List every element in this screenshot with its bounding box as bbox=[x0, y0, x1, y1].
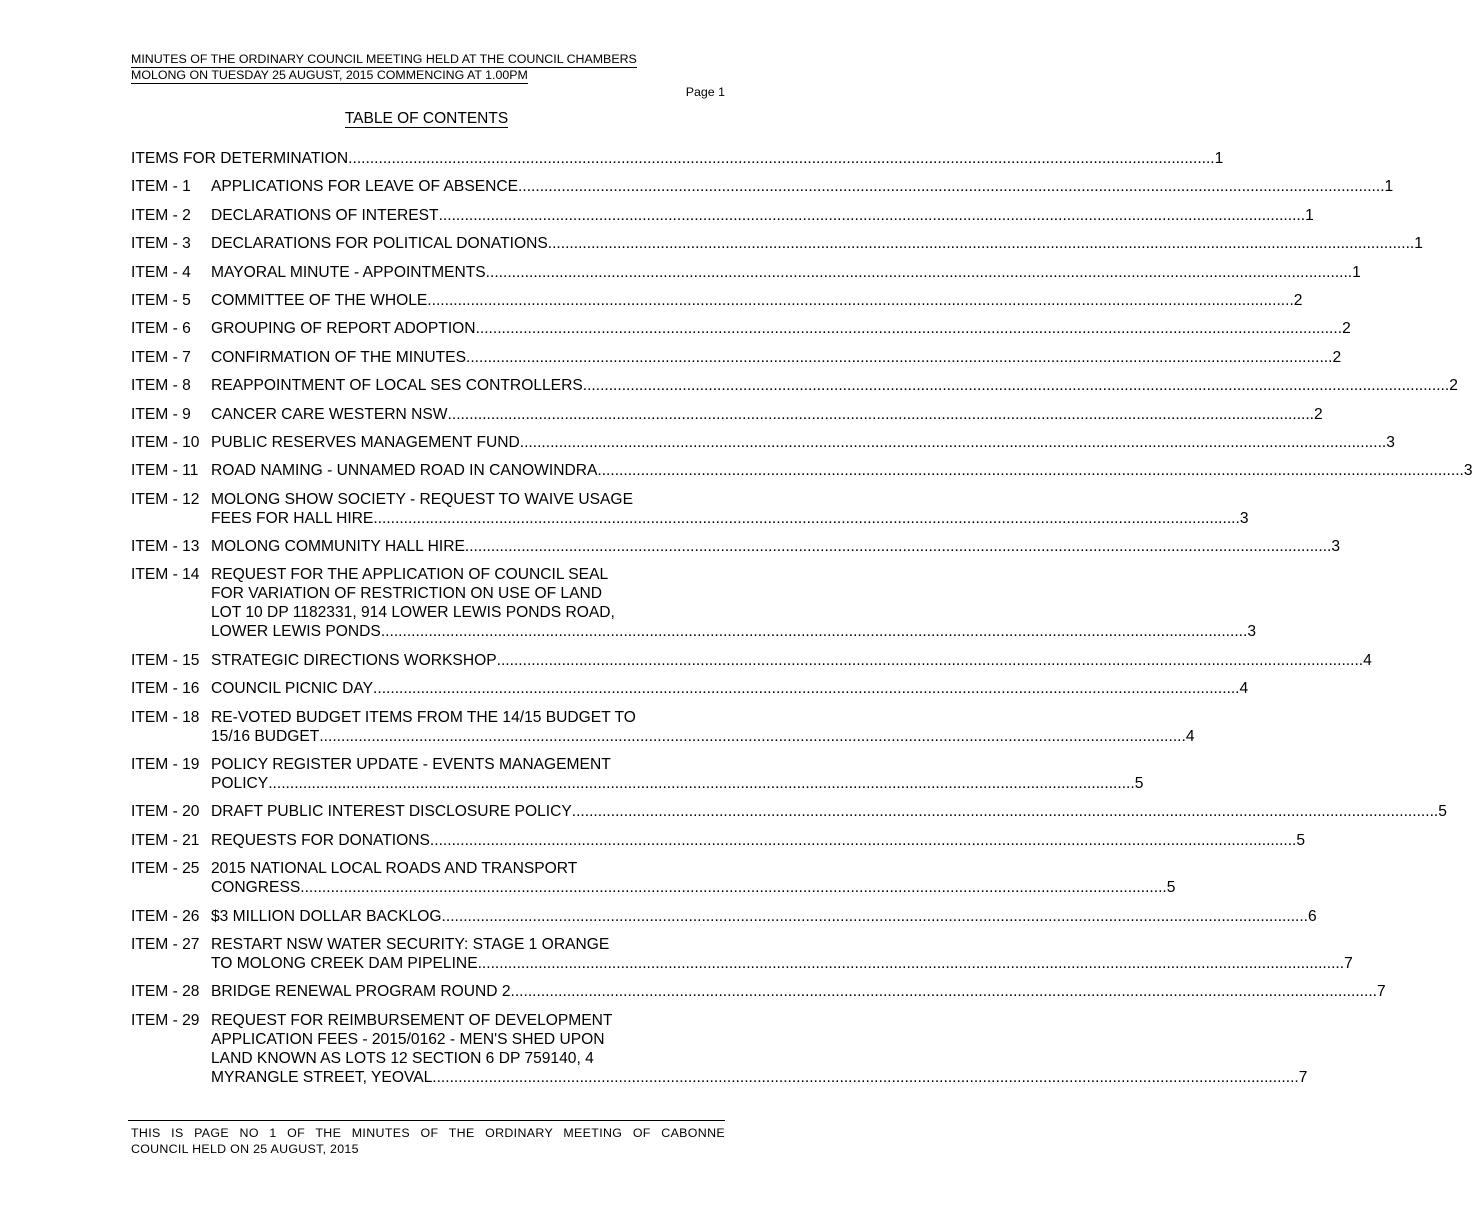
toc-title-text: REQUEST FOR THE APPLICATION OF COUNCIL SEAL bbox=[211, 566, 609, 584]
toc-title-text: CONFIRMATION OF THE MINUTES bbox=[211, 348, 466, 366]
toc-title-line bbox=[211, 982, 1386, 1001]
footer-line-2: COUNCIL HELD ON 25 AUGUST, 2015 bbox=[131, 1141, 359, 1156]
toc-title-line bbox=[211, 291, 1302, 310]
toc-title-line bbox=[211, 263, 1361, 282]
toc-item-number: ITEM - 25 bbox=[131, 860, 200, 878]
toc-item-number: ITEM - 18 bbox=[131, 708, 200, 726]
toc-item-title bbox=[211, 348, 1341, 367]
toc-item-title bbox=[211, 982, 1386, 1001]
toc-title-text: REQUEST FOR REIMBURSEMENT OF DEVELOPMENT bbox=[211, 1011, 613, 1029]
toc-title-text: 2015 NATIONAL LOCAL ROADS AND TRANSPORT bbox=[211, 860, 578, 878]
toc-dot-leader bbox=[511, 982, 1378, 1001]
toc-item-title bbox=[211, 177, 1393, 196]
toc-entry[interactable] bbox=[131, 405, 1323, 424]
toc-title-line bbox=[211, 651, 1372, 670]
toc-entry[interactable] bbox=[131, 935, 1353, 973]
toc-page-number: 3 bbox=[1386, 433, 1395, 451]
toc-item-title bbox=[211, 537, 1340, 556]
toc-title-text: DECLARATIONS FOR POLITICAL DONATIONS bbox=[211, 235, 548, 253]
toc-dot-leader bbox=[373, 509, 1240, 528]
footer-divider bbox=[128, 1120, 725, 1121]
toc-title-line bbox=[211, 490, 1249, 509]
toc-dot-leader bbox=[348, 149, 1215, 168]
toc-title-text: RE-VOTED BUDGET ITEMS FROM THE 14/15 BUDGET TO bbox=[211, 708, 636, 726]
toc-dot-leader bbox=[439, 206, 1306, 225]
toc-title-line bbox=[211, 537, 1340, 556]
toc-item-number: ITEM - 3 bbox=[131, 235, 191, 253]
toc-page-number: 1 bbox=[1384, 178, 1394, 196]
page-footer bbox=[131, 1126, 725, 1157]
toc-title-text: CONGRESS bbox=[211, 879, 301, 897]
toc-entry[interactable] bbox=[131, 149, 1224, 168]
toc-entry[interactable] bbox=[131, 206, 1314, 225]
toc-dot-leader bbox=[486, 263, 1353, 282]
toc-item-title bbox=[211, 708, 1195, 746]
toc-entry[interactable] bbox=[131, 831, 1306, 850]
toc-page-number: 7 bbox=[1298, 1068, 1308, 1086]
toc-entry[interactable] bbox=[131, 565, 1257, 641]
toc-title-line bbox=[211, 433, 1395, 452]
toc-title-line bbox=[211, 802, 1447, 821]
toc-page-number: 1 bbox=[1414, 235, 1423, 253]
toc-title-text: COUNCIL PICNIC DAY bbox=[211, 680, 374, 698]
toc-title-line bbox=[211, 1011, 1307, 1030]
toc-title-text: RESTART NSW WATER SECURITY: STAGE 1 ORANGE bbox=[211, 935, 610, 953]
toc-dot-leader bbox=[319, 727, 1186, 746]
toc-title-line bbox=[211, 708, 1195, 727]
toc-page-number: 1 bbox=[1305, 206, 1314, 224]
toc-page-number: 5 bbox=[1296, 831, 1306, 849]
toc-entry[interactable] bbox=[131, 679, 1249, 698]
toc-title-text: APPLICATION FEES - 2015/0162 - MEN'S SHED UPON bbox=[211, 1030, 605, 1048]
toc-dot-leader bbox=[476, 319, 1343, 338]
toc-item-title bbox=[211, 461, 1473, 480]
page-header bbox=[131, 52, 725, 84]
toc-title-text: APPLICATIONS FOR LEAVE OF ABSENCE bbox=[211, 178, 519, 196]
toc-title-text: POLICY REGISTER UPDATE - EVENTS MANAGEMENT bbox=[211, 756, 611, 774]
toc-title-line bbox=[211, 935, 1353, 954]
toc-title-line bbox=[211, 755, 1143, 774]
toc-item-title bbox=[211, 263, 1361, 282]
toc-item-number: ITEM - 10 bbox=[131, 433, 200, 451]
toc-title-text: DRAFT PUBLIC INTEREST DISCLOSURE POLICY bbox=[211, 803, 572, 821]
toc-entry[interactable] bbox=[131, 1011, 1308, 1087]
toc-page-number: 2 bbox=[1342, 320, 1351, 338]
toc-title-text: FOR VARIATION OF RESTRICTION ON USE OF LAND bbox=[211, 585, 603, 603]
toc-item-number: ITEM - 14 bbox=[131, 566, 200, 584]
toc-entry[interactable] bbox=[131, 376, 1458, 395]
toc-dot-leader bbox=[518, 177, 1385, 196]
toc-page-number: 3 bbox=[1331, 538, 1341, 556]
toc-page-number: 7 bbox=[1344, 954, 1353, 972]
toc-title-text: REAPPOINTMENT OF LOCAL SES CONTROLLERS bbox=[211, 377, 583, 395]
toc-page-number: 1 bbox=[1352, 263, 1361, 281]
toc-page-number: 3 bbox=[1247, 623, 1257, 641]
toc-item-number: ITEM - 1 bbox=[131, 178, 191, 196]
toc-title-line bbox=[211, 1049, 1307, 1068]
toc-dot-leader bbox=[548, 234, 1415, 253]
toc-item-title bbox=[211, 679, 1248, 698]
toc-title-line bbox=[211, 878, 1175, 897]
toc-entry[interactable] bbox=[131, 755, 1144, 793]
toc-title-text: CANCER CARE WESTERN NSW bbox=[211, 405, 448, 423]
toc-title-line bbox=[211, 584, 1256, 603]
toc-item-number: ITEM - 11 bbox=[131, 462, 199, 480]
header-line-2: MOLONG ON TUESDAY 25 AUGUST, 2015 COMMENCING AT 1.00PM bbox=[131, 68, 528, 82]
toc-entry[interactable] bbox=[131, 319, 1351, 338]
toc-title-line bbox=[211, 907, 1317, 926]
toc-item-number: ITEM - 19 bbox=[131, 756, 200, 774]
toc-dot-leader bbox=[432, 1068, 1299, 1087]
toc-item-number: ITEM - 29 bbox=[131, 1011, 200, 1029]
toc-title-text: MAYORAL MINUTE - APPOINTMENTS bbox=[211, 263, 486, 281]
toc-title-line bbox=[211, 206, 1314, 225]
toc-item-title bbox=[211, 907, 1317, 926]
toc-title-line bbox=[211, 509, 1249, 528]
toc-page-number: 3 bbox=[1239, 509, 1249, 527]
toc-page-number: 6 bbox=[1308, 907, 1317, 925]
toc-dot-leader bbox=[583, 376, 1450, 395]
page-number: Page 1 bbox=[685, 85, 725, 99]
toc-entry[interactable] bbox=[131, 263, 1361, 282]
toc-item-title bbox=[211, 291, 1302, 310]
toc-title-line bbox=[131, 149, 1223, 168]
toc-title-text: BRIDGE RENEWAL PROGRAM ROUND 2 bbox=[211, 983, 511, 1001]
toc-title-text: DECLARATIONS OF INTEREST bbox=[211, 206, 439, 224]
toc-title-line bbox=[211, 954, 1353, 973]
toc-item-number: ITEM - 27 bbox=[131, 935, 200, 953]
toc-item-title bbox=[211, 433, 1395, 452]
toc-entry[interactable] bbox=[131, 490, 1249, 528]
toc-entry[interactable] bbox=[131, 708, 1195, 746]
toc-item-title bbox=[211, 651, 1372, 670]
toc-item-title bbox=[211, 376, 1458, 395]
toc-title-line bbox=[211, 622, 1256, 641]
toc-page-number: 5 bbox=[1134, 775, 1144, 793]
toc-page-number: 2 bbox=[1293, 291, 1303, 309]
toc-title-text: ROAD NAMING - UNNAMED ROAD IN CANOWINDRA bbox=[211, 462, 598, 480]
toc-title-text: POLICY bbox=[211, 775, 269, 793]
toc-item-number: ITEM - 26 bbox=[131, 907, 200, 925]
toc-page-number: 3 bbox=[1463, 462, 1473, 480]
toc-entry[interactable] bbox=[131, 461, 1473, 480]
toc-dot-leader bbox=[448, 405, 1315, 424]
toc-title-text: GROUPING OF REPORT ADOPTION bbox=[211, 320, 476, 338]
toc-title-line bbox=[211, 1030, 1307, 1049]
toc-dot-leader bbox=[572, 802, 1439, 821]
toc-item-title bbox=[211, 755, 1143, 793]
toc-dot-leader bbox=[427, 291, 1294, 310]
footer-line-1: THIS IS PAGE NO 1 OF THE MINUTES OF THE ORDINARY MEETING OF CABONNE bbox=[131, 1126, 725, 1140]
toc-item-number: ITEM - 9 bbox=[131, 405, 191, 423]
toc-entry[interactable] bbox=[131, 982, 1386, 1001]
toc-title-text: STRATEGIC DIRECTIONS WORKSHOP bbox=[211, 651, 497, 669]
toc-dot-leader bbox=[381, 622, 1248, 641]
toc-entry[interactable] bbox=[131, 177, 1394, 196]
toc-title-text: REQUESTS FOR DONATIONS bbox=[211, 831, 430, 849]
toc-title-line bbox=[211, 603, 1256, 622]
header-line-1: MINUTES OF THE ORDINARY COUNCIL MEETING HELD AT THE COUNCIL CHAMBERS bbox=[131, 52, 637, 66]
toc-item-number: ITEM - 28 bbox=[131, 983, 200, 1001]
toc-title-text: LOWER LEWIS PONDS bbox=[211, 623, 381, 641]
toc-page-number: 2 bbox=[1314, 405, 1323, 423]
toc-title-line bbox=[211, 679, 1248, 698]
toc-page-number: 2 bbox=[1332, 348, 1342, 366]
toc-title-line bbox=[211, 348, 1341, 367]
toc-page-number: 5 bbox=[1438, 803, 1447, 821]
toc-title-text: FEES FOR HALL HIRE bbox=[211, 509, 374, 527]
toc-title bbox=[0, 110, 853, 128]
toc-item-number: ITEM - 2 bbox=[131, 206, 191, 224]
toc-page-number: 4 bbox=[1239, 680, 1249, 698]
toc-item-number: ITEM - 21 bbox=[131, 831, 200, 849]
toc-entry[interactable] bbox=[131, 234, 1423, 253]
toc-item-number: ITEM - 16 bbox=[131, 680, 200, 698]
toc-item-title bbox=[211, 935, 1353, 973]
toc-title-text: ITEMS FOR DETERMINATION bbox=[131, 150, 349, 167]
toc-item-title bbox=[211, 859, 1175, 897]
toc-title-line bbox=[211, 234, 1423, 253]
toc-title-line bbox=[211, 461, 1473, 480]
toc-title-text: PUBLIC RESERVES MANAGEMENT FUND bbox=[211, 433, 520, 451]
toc-title-line bbox=[211, 1068, 1307, 1087]
toc-title-text: LOT 10 DP 1182331, 914 LOWER LEWIS PONDS ROAD, bbox=[211, 604, 615, 622]
toc-title-line bbox=[211, 859, 1175, 878]
toc-item-title bbox=[211, 206, 1314, 225]
toc-title-text: 15/16 BUDGET bbox=[211, 727, 320, 745]
toc-title-text: $3 MILLION DOLLAR BACKLOG bbox=[211, 907, 442, 925]
toc-page-number: 4 bbox=[1363, 651, 1372, 669]
toc-entry[interactable] bbox=[131, 348, 1342, 367]
toc-dot-leader bbox=[300, 878, 1167, 897]
toc-title-line bbox=[211, 831, 1305, 850]
toc-title-line bbox=[211, 376, 1458, 395]
toc-item-number: ITEM - 6 bbox=[131, 320, 191, 338]
toc-page-number: 5 bbox=[1166, 879, 1176, 897]
toc-dot-leader bbox=[497, 651, 1364, 670]
toc-entry[interactable] bbox=[131, 802, 1447, 821]
toc-dot-leader bbox=[465, 537, 1332, 556]
toc-title-line bbox=[211, 565, 1256, 584]
toc-entry[interactable] bbox=[131, 859, 1176, 897]
toc-page-number: 4 bbox=[1185, 727, 1195, 745]
toc-dot-leader bbox=[430, 831, 1297, 850]
toc-title-text: LAND KNOWN AS LOTS 12 SECTION 6 DP 759140, 4 bbox=[211, 1049, 594, 1067]
toc-entry[interactable] bbox=[131, 291, 1303, 310]
toc-item-title bbox=[211, 1011, 1307, 1087]
toc-title-text: MOLONG COMMUNITY HALL HIRE bbox=[211, 538, 465, 556]
toc-item-number: ITEM - 7 bbox=[131, 348, 191, 366]
toc-item-number: ITEM - 12 bbox=[131, 490, 200, 508]
toc-title-line bbox=[211, 727, 1195, 746]
toc-dot-leader bbox=[597, 461, 1464, 480]
toc-page-number: 7 bbox=[1377, 983, 1386, 1001]
toc-item-title bbox=[131, 149, 1223, 168]
toc-item-number: ITEM - 20 bbox=[131, 803, 200, 821]
toc-entry[interactable] bbox=[131, 651, 1372, 670]
toc-item-number: ITEM - 5 bbox=[131, 291, 191, 309]
toc-item-number: ITEM - 15 bbox=[131, 651, 200, 669]
toc-entry[interactable] bbox=[131, 907, 1317, 926]
toc-dot-leader bbox=[478, 954, 1345, 973]
toc-page-number: 2 bbox=[1449, 377, 1458, 395]
toc-item-title bbox=[211, 565, 1256, 641]
toc-title-text: MYRANGLE STREET, YEOVAL bbox=[211, 1068, 433, 1086]
toc-title-text: TABLE OF CONTENTS bbox=[344, 110, 509, 127]
toc-entry[interactable] bbox=[131, 537, 1341, 556]
toc-item-title bbox=[211, 405, 1323, 424]
toc-item-title bbox=[211, 234, 1423, 253]
toc-dot-leader bbox=[442, 907, 1309, 926]
toc-page-number: 1 bbox=[1214, 150, 1224, 167]
toc-title-line bbox=[211, 177, 1393, 196]
toc-title-line bbox=[211, 774, 1143, 793]
toc-dot-leader bbox=[520, 433, 1387, 452]
toc-item-title bbox=[211, 831, 1305, 850]
table-of-contents bbox=[131, 149, 1473, 1096]
toc-title-text: TO MOLONG CREEK DAM PIPELINE bbox=[211, 954, 478, 972]
toc-item-title bbox=[211, 319, 1351, 338]
toc-item-number: ITEM - 13 bbox=[131, 538, 200, 556]
toc-dot-leader bbox=[373, 679, 1240, 698]
toc-item-number: ITEM - 4 bbox=[131, 263, 191, 281]
toc-item-number: ITEM - 8 bbox=[131, 377, 191, 395]
toc-item-title bbox=[211, 802, 1447, 821]
toc-dot-leader bbox=[466, 348, 1333, 367]
toc-title-line bbox=[211, 405, 1323, 424]
toc-item-title bbox=[211, 490, 1249, 528]
toc-title-text: COMMITTEE OF THE WHOLE bbox=[211, 291, 428, 309]
toc-title-line bbox=[211, 319, 1351, 338]
toc-title-text: MOLONG SHOW SOCIETY - REQUEST TO WAIVE USAGE bbox=[211, 490, 633, 508]
toc-entry[interactable] bbox=[131, 433, 1395, 452]
toc-dot-leader bbox=[268, 774, 1135, 793]
